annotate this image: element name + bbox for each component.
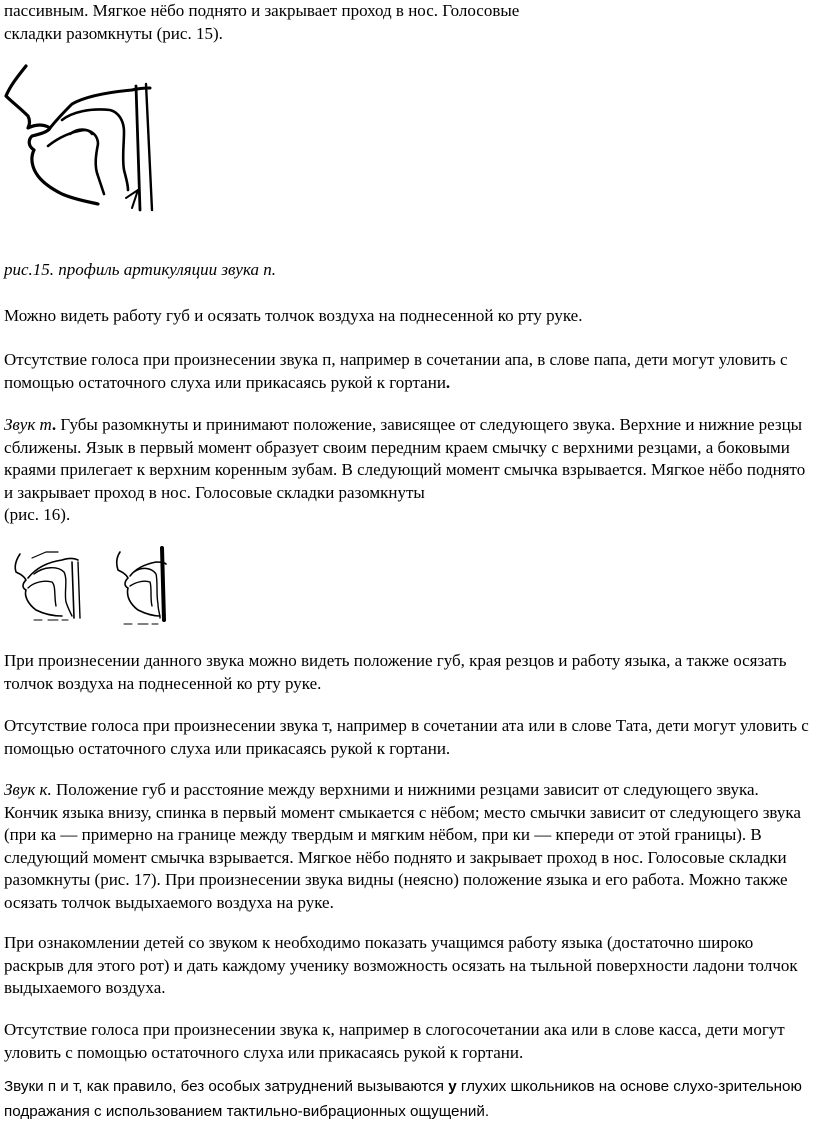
paragraph-p-voice-absence: [4, 349, 810, 394]
sound-t-text: Губы разомкнуты и принимают положение, зависящее от следующего звука. Верхние и нижние резцы сближены. Язык в первый момент образует своим передним краем смычку с верхними резцами, а боковыми краями прилегает к верхним коренным зубам. В следующий момент смычка взрывается. Мягкое нёбо поднято и закрывает проход в нос. Голосовые складки разомкнуты: [4, 415, 806, 502]
sound-t-label-dot: .: [51, 415, 57, 434]
paragraph-p-voice-absence-text: Отсутствие голоса при произнесении звука п, например в сочетании апа, в слове папа, дети могут уловить с помощью остаточного слуха или прикасаясь рукой к гортани: [4, 350, 788, 392]
figure-16-articulation-profile-left: [6, 540, 88, 624]
intro-line-2: складки разомкнуты (рис. 15).: [4, 24, 223, 43]
figure-15-caption: рис.15. профиль артикуляции звука п.: [4, 260, 277, 279]
final-text-bold: у: [448, 1078, 457, 1095]
figure-16-articulation-profile-right: [110, 542, 184, 628]
paragraph-sound-t: [4, 414, 810, 527]
final-text-before: Звуки п и т, как правило, без особых затруднений вызываются: [4, 1078, 449, 1095]
paragraph-t-visibility: При произнесении данного звука можно видеть положение губ, края резцов и работу языка, а также осязать толчок воздуха на поднесенной ко рту руке.: [4, 651, 787, 693]
sound-t-label: Звук т: [4, 415, 52, 434]
paragraph-p-voice-absence-end: .: [445, 372, 451, 392]
figure-15-articulation-profile: [0, 58, 160, 214]
paragraph-k-introduction: При ознакомлении детей со звуком к необходимо показать учащимся работу языка (достаточно широко раскрыв для этого рот) и дать каждому ученику возможность осязать на тыльной поверхности ладони толчок выдыхаемого воздуха.: [4, 933, 798, 997]
sound-k-label: Звук к.: [4, 780, 52, 799]
paragraph-p-lip-work: Можно видеть работу губ и осязать толчок воздуха на поднесенной ко рту руке.: [4, 306, 583, 325]
intro-line-1: пассивным. Мягкое нёбо поднято и закрывает проход в нос. Голосовые: [4, 1, 520, 20]
sound-k-text: Положение губ и расстояние между верхними и нижними резцами зависит от следующего звука. Кончик языка внизу, спинка в первый момент смыкается с нёбом; место смычки зависит от следующего звука (при ка — примерно на границе между твердым и мягким нёбом, при ки — кпереди от этой границы). В следующий момент смычка взрывается. Мягкое нёбо поднято и закрывает проход в нос. Голосовые складки разомкнуты (рис. 17). При произнесении звука видны (неясно) положение языка и его работа. Можно также осязать толчок выдыхаемого воздуха на руке.: [4, 780, 801, 912]
paragraph-final: [4, 1074, 810, 1124]
paragraph-k-voice-absence: Отсутствие голоса при произнесении звука к, например в слогосочетании ака или в слове касса, дети могут уловить с помощью остаточного слуха или прикасаясь рукой к гортани.: [4, 1020, 785, 1062]
paragraph-sound-k: [4, 779, 810, 914]
paragraph-t-voice-absence: Отсутствие голоса при произнесении звука т, например в сочетании ата или в слове Тата, дети могут уловить с помощью остаточного слуха или прикасаясь рукой к гортани.: [4, 716, 809, 758]
sound-t-figure-ref: (рис. 16).: [4, 505, 71, 524]
final-text-after: глухих школьников на основе слухо-зрительною подражания с использованием тактильно-вибрационных ощущений.: [4, 1078, 802, 1120]
